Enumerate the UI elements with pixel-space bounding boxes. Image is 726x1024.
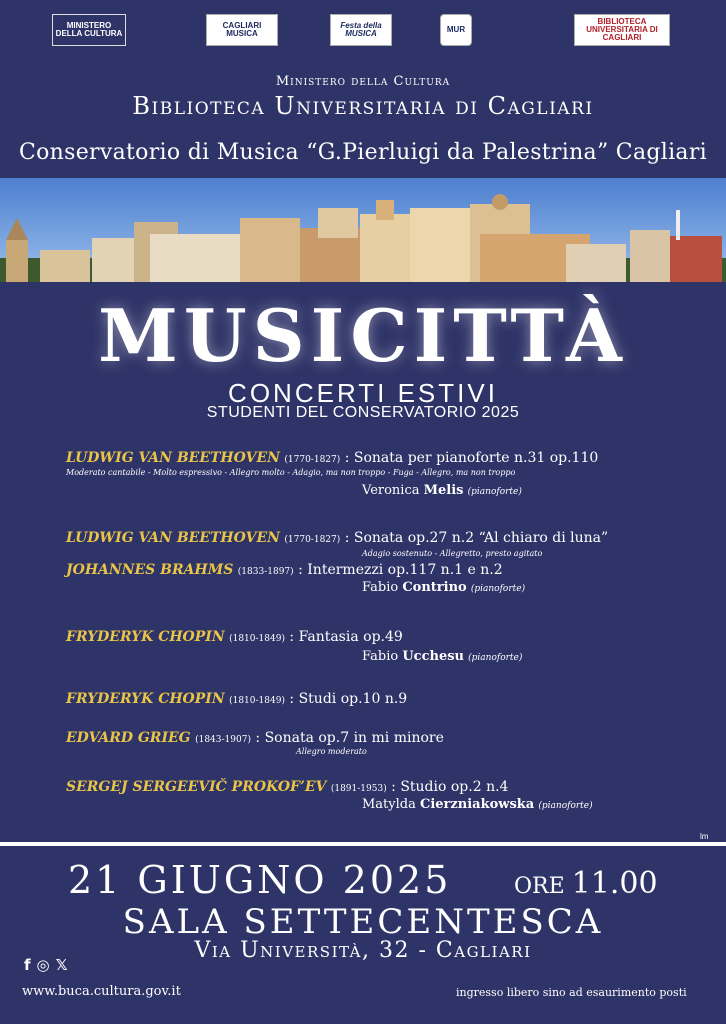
biblioteca-logo-text: BIBLIOTECA UNIVERSITARIA DI CAGLIARI (586, 17, 658, 42)
performer (362, 797, 593, 812)
work-movements: Allegro moderato (296, 747, 367, 756)
social-links (24, 956, 68, 974)
program-item (66, 779, 508, 795)
performer-last-name: Contrino (402, 580, 467, 595)
performer-last-name: Ucchesu (402, 649, 464, 664)
performer (362, 649, 522, 664)
divider (0, 842, 726, 846)
composer-name: FRYDERYK CHOPIN (66, 629, 225, 645)
venue-name: SALA SETTECENTESCA (122, 902, 604, 942)
program-item (66, 730, 444, 746)
work-title: : Studi op.10 n.9 (284, 691, 408, 707)
work-movements: Adagio sostenuto - Allegretto, presto agitato (362, 549, 543, 558)
work-movements: Moderato cantabile - Molto espressivo - Allegro molto - Adagio, ma non troppo - Fuga - Allegro, ma non troppo (66, 468, 516, 477)
cagliari-musica-logo (206, 14, 278, 46)
ministero-logo (52, 14, 126, 46)
performer (362, 580, 525, 595)
entry-note: ingresso libero sino ad esaurimento posti (456, 986, 687, 999)
website-link[interactable]: www.buca.cultura.gov.it (22, 984, 181, 999)
x-icon[interactable]: 𝕏 (55, 956, 68, 974)
biblioteca-logo (574, 14, 670, 46)
performer-last-name: Melis (423, 483, 464, 498)
performer-first-name: Fabio (362, 649, 403, 664)
composer-dates: (1770-1827) (284, 535, 341, 545)
performer-last-name: Cierzniakowska (420, 797, 535, 812)
program-item (66, 530, 608, 546)
biblioteca-heading: Biblioteca Universitaria di Cagliari (132, 92, 594, 120)
performer (362, 483, 522, 498)
time-label: ORE (514, 874, 572, 899)
event-time (514, 866, 658, 901)
composer-dates: (1770-1827) (284, 455, 341, 465)
cagliari-skyline-image (0, 178, 726, 282)
performer-instrument: (pianoforte) (470, 584, 526, 594)
work-title: : Sonata op.27 n.2 “Al chiaro di luna” (340, 530, 609, 546)
composer-dates: (1833-1897) (237, 567, 294, 577)
performer-first-name: Fabio (362, 580, 403, 595)
designer-initials: lm (700, 832, 709, 841)
composer-dates: (1810-1849) (229, 634, 285, 644)
composer-dates: (1843-1907) (195, 735, 251, 745)
facebook-icon[interactable]: f (24, 956, 31, 974)
composer-name: LUDWIG VAN BEETHOVEN (66, 530, 280, 546)
venue-address: Via Università, 32 - Cagliari (194, 938, 532, 963)
program-item (66, 562, 503, 578)
work-title: : Intermezzi op.117 n.1 e n.2 (293, 562, 503, 578)
performer-first-name: Matylda (362, 797, 420, 812)
instagram-icon[interactable]: ◎ (36, 956, 50, 974)
composer-dates: (1810-1849) (229, 696, 285, 706)
work-title: : Studio op.2 n.4 (386, 779, 509, 795)
performer-instrument: (pianoforte) (467, 487, 522, 497)
work-title: : Fantasia op.49 (284, 629, 403, 645)
event-subtitle-students: STUDENTI DEL CONSERVATORIO 2025 (206, 404, 520, 421)
time-value: 11.00 (571, 866, 658, 901)
composer-name: JOHANNES BRAHMS (66, 562, 234, 578)
program-item (66, 450, 598, 466)
event-subtitle: CONCERTI ESTIVI (228, 378, 498, 408)
festa-musica-logo (330, 14, 392, 46)
composer-name: LUDWIG VAN BEETHOVEN (66, 450, 280, 466)
ministero-heading: Ministero della Cultura (275, 74, 451, 89)
composer-dates: (1891-1953) (330, 784, 387, 794)
ministero-logo-text: MINISTERO DELLA CULTURA (55, 21, 123, 38)
event-title: MUSICITTÀ (98, 293, 628, 378)
work-title: : Sonata op.7 in mi minore (250, 730, 444, 746)
cagliari-musica-logo-text: CAGLIARI MUSICA (222, 21, 262, 38)
performer-instrument: (pianoforte) (468, 653, 523, 663)
program-item (66, 629, 403, 645)
composer-name: FRYDERYK CHOPIN (66, 691, 225, 707)
composer-name: SERGEJ SERGEEVIČ PROKOF’EV (66, 779, 327, 795)
logo-row (0, 14, 726, 60)
mur-logo-text: MUR (446, 25, 466, 34)
program-item (66, 691, 407, 707)
mur-logo (440, 14, 472, 46)
festa-musica-logo-text: Festa della MUSICA (340, 21, 382, 38)
event-date: 21 GIUGNO 2025 (68, 858, 452, 902)
performer-first-name: Veronica (362, 483, 424, 498)
conservatorio-heading: Conservatorio di Musica “G.Pierluigi da Palestrina” Cagliari (19, 140, 707, 165)
composer-name: EDVARD GRIEG (66, 730, 191, 746)
performer-instrument: (pianoforte) (538, 801, 593, 811)
work-title: : Sonata per pianoforte n.31 op.110 (340, 450, 599, 466)
